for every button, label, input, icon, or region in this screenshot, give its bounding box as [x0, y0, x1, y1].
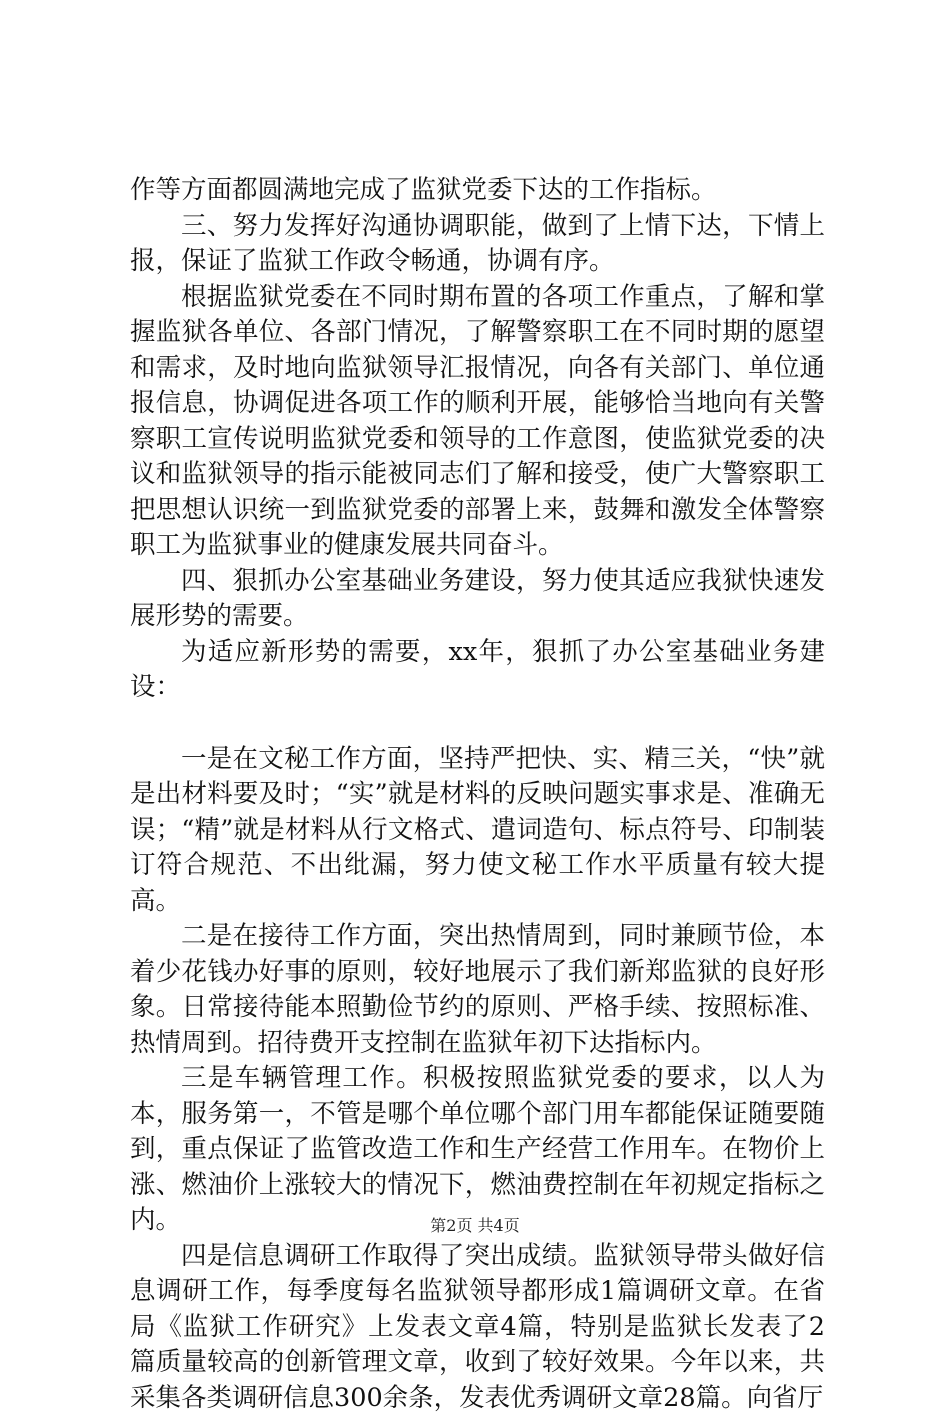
paragraph-section-4-intro: 为适应新形势的需要，xx年，狠抓了办公室基础业务建设： [130, 635, 825, 706]
paragraph-vehicle-management: 三是车辆管理工作。积极按照监狱党委的要求，以人为本，服务第一，不管是哪个单位哪个部门用车都能保证随要随到，重点保证了监管改造工作和生产经营工作用车。在物价上涨、燃油价上涨较大的情况下，燃油费控制在年初规定指标之内。 [130, 1061, 825, 1239]
paragraph-secretarial-work: 一是在文秘工作方面，坚持严把快、实、精三关，“快”就是出材料要及时；“实”就是材料的反映问题实事求是、准确无误；“精”就是材料从行文格式、遣词造句、标点符号、印制装订符合规范、不出纰漏，努力使文秘工作水平质量有较大提高。 [130, 742, 825, 920]
paragraph-continuation: 作等方面都圆满地完成了监狱党委下达的工作指标。 [130, 173, 825, 209]
blank-line [130, 706, 825, 742]
paragraph-section-3-heading: 三、努力发挥好沟通协调职能，做到了上情下达，下情上报，保证了监狱工作政令畅通，协调有序。 [130, 209, 825, 280]
paragraph-section-4-heading: 四、狠抓办公室基础业务建设，努力使其适应我狱快速发展形势的需要。 [130, 564, 825, 635]
paragraph-section-3-body: 根据监狱党委在不同时期布置的各项工作重点，了解和掌握监狱各单位、各部门情况，了解警察职工在不同时期的愿望和需求，及时地向监狱领导汇报情况，向各有关部门、单位通报信息，协调促进各项工作的顺利开展，能够恰当地向有关警察职工宣传说明监狱党委和领导的工作意图，使监狱党委的决议和监狱领导的指示能被同志们了解和接受，使广大警察职工把思想认识统一到监狱党委的部署上来，鼓舞和激发全体警察职工为监狱事业的健康发展共同奋斗。 [130, 280, 825, 564]
paragraph-research-work: 四是信息调研工作取得了突出成绩。监狱领导带头做好信息调研工作，每季度每名监狱领导都形成1篇调研文章。在省局《监狱工作研究》上发表文章4篇，特别是监狱长发表了2篇质量较高的创新管理文章，收到了较好效果。今年以来，共采集各类调研信息300余条，发表优秀调研文章28篇。向省厅 [130, 1239, 825, 1416]
page-number-footer: 第2页 共4页 [0, 1216, 950, 1236]
paragraph-reception-work: 二是在接待工作方面，突出热情周到，同时兼顾节俭，本着少花钱办好事的原则，较好地展示了我们新郑监狱的良好形象。日常接待能本照勤俭节约的原则、严格手续、按照标准、热情周到。招待费开支控制在监狱年初下达指标内。 [130, 919, 825, 1061]
